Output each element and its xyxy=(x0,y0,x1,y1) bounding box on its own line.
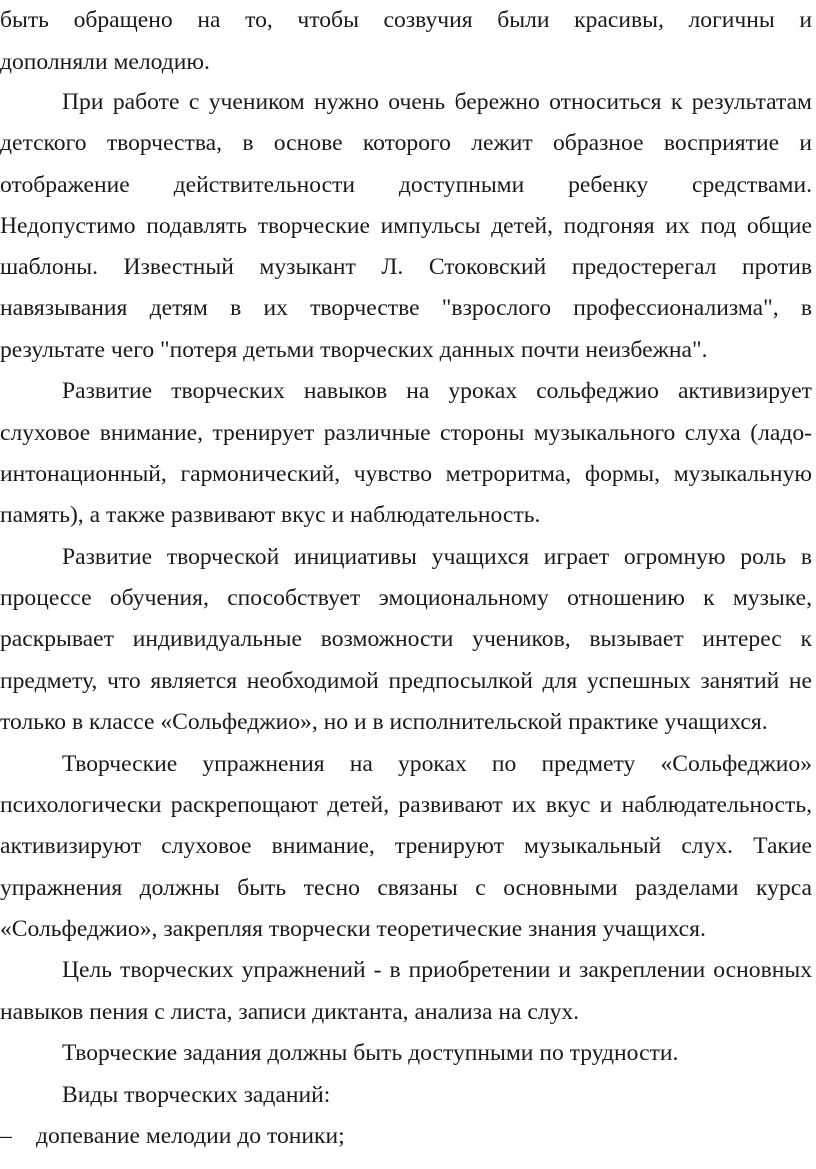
list-item-text: допевание мелодии до тоники; xyxy=(36,1123,345,1149)
text-line: раскрывает индивидуальные возможности учеников, вызывает интерес к xyxy=(0,626,812,652)
text-line: «Сольфеджио», закрепляя творчески теоретические знания учащихся. xyxy=(0,916,706,942)
text-line: быть обращено на то, чтобы созвучия были красивы, логичны и xyxy=(0,7,812,33)
text-line: навязывания детям в их творчестве "взрослого профессионализма", в xyxy=(0,295,812,321)
text-line: При работе с учеником нужно очень бережно относиться к результатам xyxy=(62,89,812,115)
text-line: психологически раскрепощают детей, развивают их вкус и наблюдательность, xyxy=(0,792,812,818)
text-line: интонационный, гармонический, чувство метроритма, формы, музыкальную xyxy=(0,461,812,487)
text-line: упражнения должны быть тесно связаны с основными разделами курса xyxy=(0,875,812,901)
text-line: Цель творческих упражнений - в приобретении и закреплении основных xyxy=(62,957,812,983)
text-line: Развитие творческих навыков на уроках сольфеджио активизирует xyxy=(62,378,812,404)
text-line: слуховое внимание, тренирует различные стороны музыкального слуха (ладо- xyxy=(0,420,812,446)
text-line: результате чего "потеря детьми творческих данных почти неизбежна". xyxy=(0,337,708,363)
text-line: Недопустимо подавлять творческие импульсы детей, подгоняя их под общие xyxy=(0,213,812,239)
text-line: память), а также развивают вкус и наблюдательность. xyxy=(0,502,541,528)
text-line: шаблоны. Известный музыкант Л. Стоковский предостерегал против xyxy=(0,254,812,280)
text-line: процессе обучения, способствует эмоциональному отношению к музыке, xyxy=(0,585,812,611)
text-line: навыков пения с листа, записи диктанта, анализа на слух. xyxy=(0,999,580,1025)
text-line: только в классе «Сольфеджио», но и в исполнительской практике учащихся. xyxy=(0,709,768,735)
text-line: Творческие задания должны быть доступными по трудности. xyxy=(62,1040,679,1066)
text-line: Виды творческих заданий: xyxy=(62,1082,331,1108)
text-line: детского творчества, в основе которого лежит образное восприятие и xyxy=(0,130,812,156)
text-line: отображение действительности доступными ребенку средствами. xyxy=(0,172,812,198)
text-line: Творческие упражнения на уроках по предмету «Сольфеджио» xyxy=(62,751,812,777)
text-line: Развитие творческой инициативы учащихся играет огромную роль в xyxy=(62,544,812,570)
text-line: активизируют слуховое внимание, тренируют музыкальный слух. Такие xyxy=(0,833,812,859)
text-line: дополняли мелодию. xyxy=(0,49,210,75)
list-dash-marker: – xyxy=(0,1123,12,1149)
text-line: предмету, что является необходимой предпосылкой для успешных занятий не xyxy=(0,668,812,694)
